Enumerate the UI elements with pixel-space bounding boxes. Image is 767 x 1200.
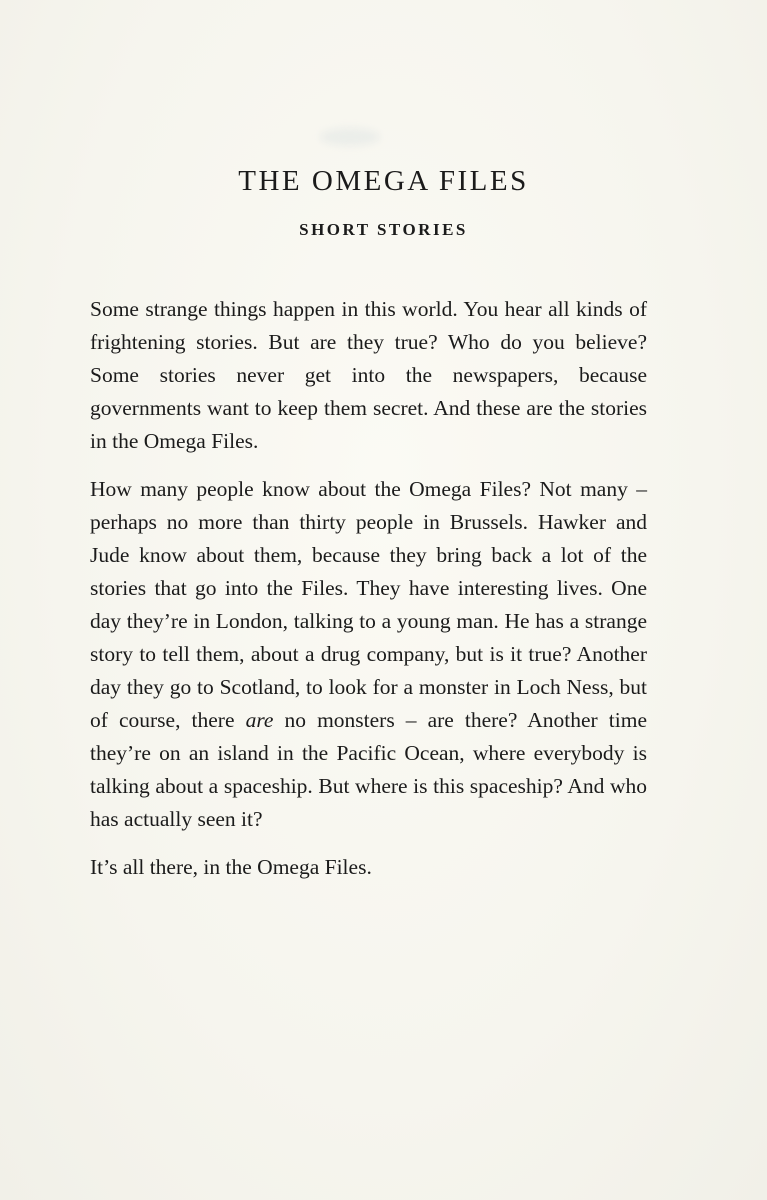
paragraph-2-text-start: How many people know about the Omega Files? Not many – perhaps no more than thirty people in Brussels. Hawker and Jude know about them, because they bring back a lot of the stories that go into the Files. They have interesting lives. One day they’re in London, talking to a young man. He has a strange story to tell them, about a drug company, but is it true? Another day they go to Scotland, to look for a monster in Loch Ness, but of course, there [90, 477, 647, 732]
paragraph-2-emphasis: are [245, 708, 274, 732]
paragraph-1 [90, 293, 647, 458]
paragraph-3-text: It’s all there, in the Omega Files. [90, 855, 372, 879]
paragraph-3 [90, 851, 647, 884]
paragraph-2-text-end: no monsters – are there? Another time they’re on an island in the Pacific Ocean, where everybody is talking about a spaceship. But where is this spaceship? And who has actually seen it? [90, 708, 647, 831]
blurb-text [90, 293, 647, 899]
show-through-smudge [320, 128, 380, 146]
paragraph-2 [90, 473, 647, 836]
page-subtitle: SHORT STORIES [299, 220, 468, 239]
paragraph-1-text: Some strange things happen in this world. You hear all kinds of frightening stories. But are they true? Who do you believe? Some stories never get into the newspapers, because governments want to keep them secret. And these are the stories in the Omega Files. [90, 297, 647, 453]
page-title: THE OMEGA FILES [238, 165, 529, 197]
